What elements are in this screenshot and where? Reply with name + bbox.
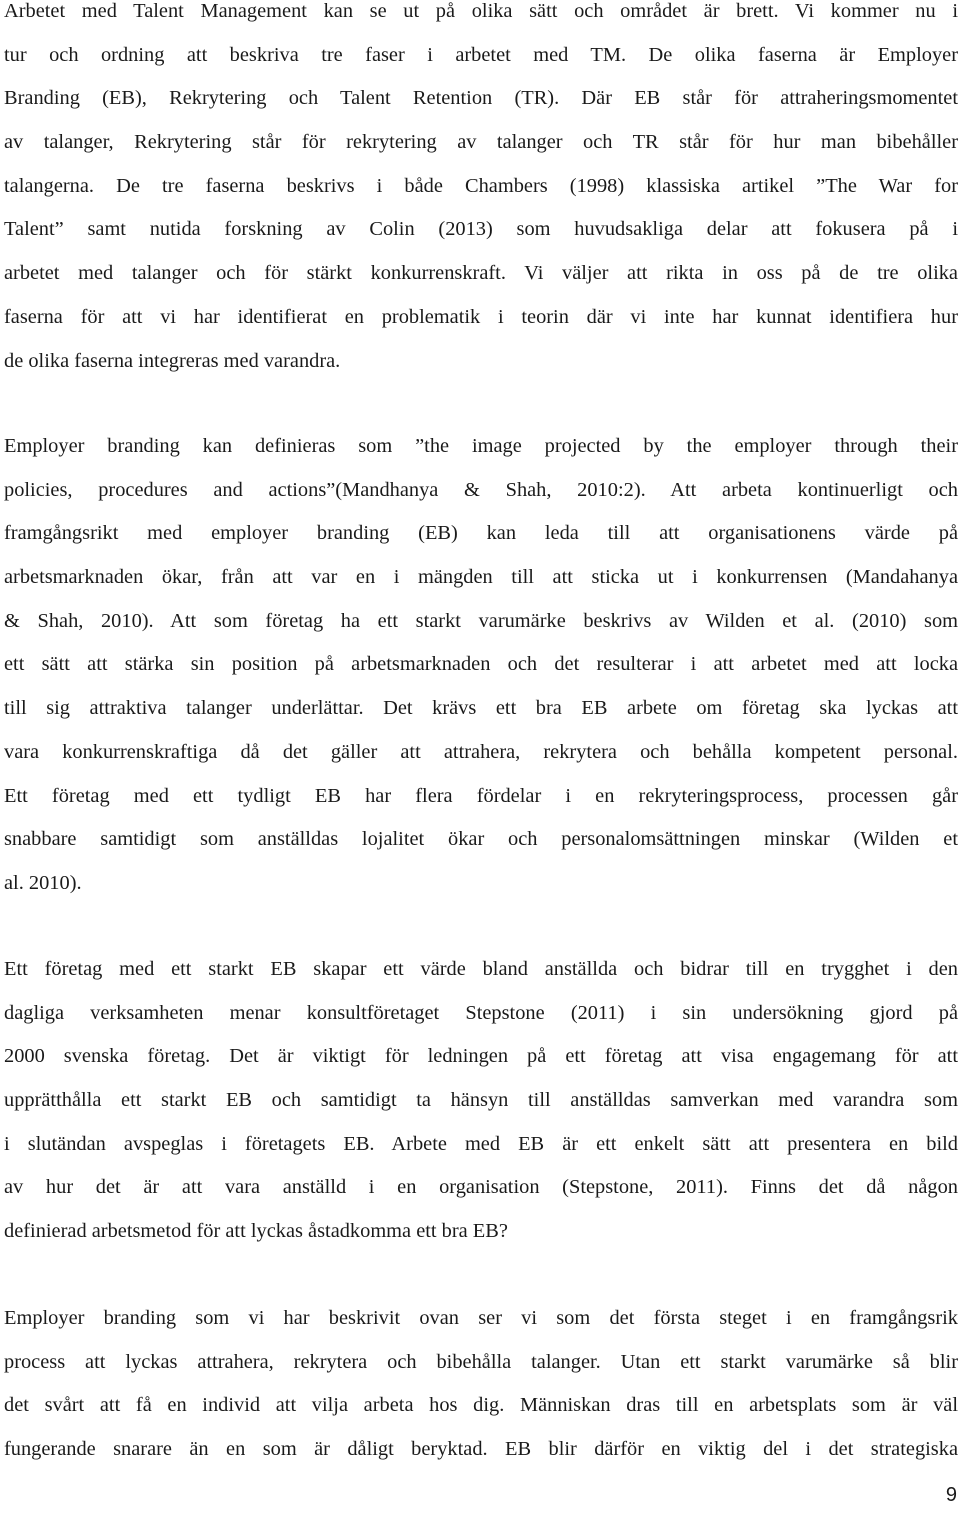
text-line: Employer branding kan definieras som ”the image projected by the employer through their bbox=[4, 435, 958, 457]
text-line: process att lyckas attrahera, rekrytera och bibehålla talanger. Utan ett starkt varumärke så blir bbox=[4, 1350, 958, 1373]
text-line: Arbetet med Talent Management kan se ut på olika sätt och området är brett. Vi kommer nu i bbox=[4, 0, 958, 22]
text-line: snabbare samtidigt som anställdas lojalitet ökar och personalomsättningen minskar (Wilden et bbox=[4, 828, 958, 851]
text-line: framgångsrikt med employer branding (EB) kan leda till att organisationens värde på bbox=[4, 522, 958, 545]
paragraph-talent-management-phases bbox=[4, 0, 958, 383]
text-line: vara konkurrenskraftiga då det gäller att attrahera, rekrytera och behålla kompetent personal. bbox=[4, 740, 958, 763]
text-line: dagliga verksamheten menar konsultföretaget Stepstone (2011) i sin undersökning gjord på bbox=[4, 1001, 958, 1024]
text-line: Branding (EB), Rekrytering och Talent Retention (TR). Där EB står för attraheringsmomentet bbox=[4, 87, 958, 110]
text-line: Ett företag med ett tydligt EB har flera fördelar i en rekryteringsprocess, processen går bbox=[4, 784, 958, 807]
text-line: Employer branding som vi har beskrivit ovan ser vi som det första steget i en framgångsrik bbox=[4, 1307, 958, 1329]
text-line: fungerande snarare än en som är dåligt beryktad. EB blir därför en viktig del i det strategiska bbox=[4, 1438, 958, 1461]
text-line: det svårt att få en individ att vilja arbeta hos dig. Människan dras till en arbetsplats som är väl bbox=[4, 1394, 958, 1417]
page-number: 9 bbox=[945, 1484, 957, 1506]
text-line: talangerna. De tre faserna beskrivs i både Chambers (1998) klassiska artikel ”The War for bbox=[4, 174, 958, 197]
text-line: faserna för att vi har identifierat en problematik i teorin där vi inte har kunnat identifiera hur bbox=[4, 305, 958, 328]
paragraph-employer-branding-first-step bbox=[4, 1297, 958, 1472]
text-line: de olika faserna integreras med varandra. bbox=[4, 349, 341, 372]
paragraph-strong-eb-value bbox=[4, 948, 958, 1254]
text-line: & Shah, 2010). Att som företag ha ett starkt varumärke beskrivs av Wilden et al. (2010) som bbox=[4, 609, 958, 632]
text-line: policies, procedures and actions”(Mandhanya & Shah, 2010:2). Att arbeta kontinuerligt och bbox=[4, 478, 958, 501]
text-line: av hur det är att vara anställd i en organisation (Stepstone, 2011). Finns det då någon bbox=[4, 1176, 958, 1199]
text-line: av talanger, Rekrytering står för rekrytering av talanger och TR står för hur man bibehåller bbox=[4, 131, 958, 154]
text-line: Ett företag med ett starkt EB skapar ett värde bland anställda och bidrar till en trygghet i den bbox=[4, 958, 958, 980]
text-line: Talent” samt nutida forskning av Colin (2013) som huvudsakliga delar att fokusera på i bbox=[4, 218, 958, 241]
text-line: definierad arbetsmetod för att lyckas åstadkomma ett bra EB? bbox=[4, 1220, 508, 1243]
text-line: upprätthålla ett starkt EB och samtidigt ta hänsyn till anställdas samverkan med varandra som bbox=[4, 1089, 958, 1112]
text-line: tur och ordning att beskriva tre faser i arbetet med TM. De olika faserna är Employer bbox=[4, 43, 958, 66]
text-line: till sig attraktiva talanger underlättar. Det krävs ett bra EB arbete om företag ska lyckas att bbox=[4, 697, 958, 720]
text-line: al. 2010). bbox=[4, 871, 82, 894]
text-line: arbetsmarknaden ökar, från att var en i mängden till att sticka ut i konkurrensen (Mandahanya bbox=[4, 566, 958, 589]
text-line: 2000 svenska företag. Det är viktigt för ledningen på ett företag att visa engagemang för att bbox=[4, 1045, 958, 1068]
text-line: arbetet med talanger och för stärkt konkurrenskraft. Vi väljer att rikta in oss på de tre olika bbox=[4, 262, 958, 285]
text-line: ett sätt att stärka sin position på arbetsmarknaden och det resulterar i att arbetet med att locka bbox=[4, 653, 958, 676]
text-line: i slutändan avspeglas i företagets EB. Arbete med EB är ett enkelt sätt att presentera en bild bbox=[4, 1132, 958, 1155]
paragraph-employer-branding-definition bbox=[4, 425, 958, 906]
